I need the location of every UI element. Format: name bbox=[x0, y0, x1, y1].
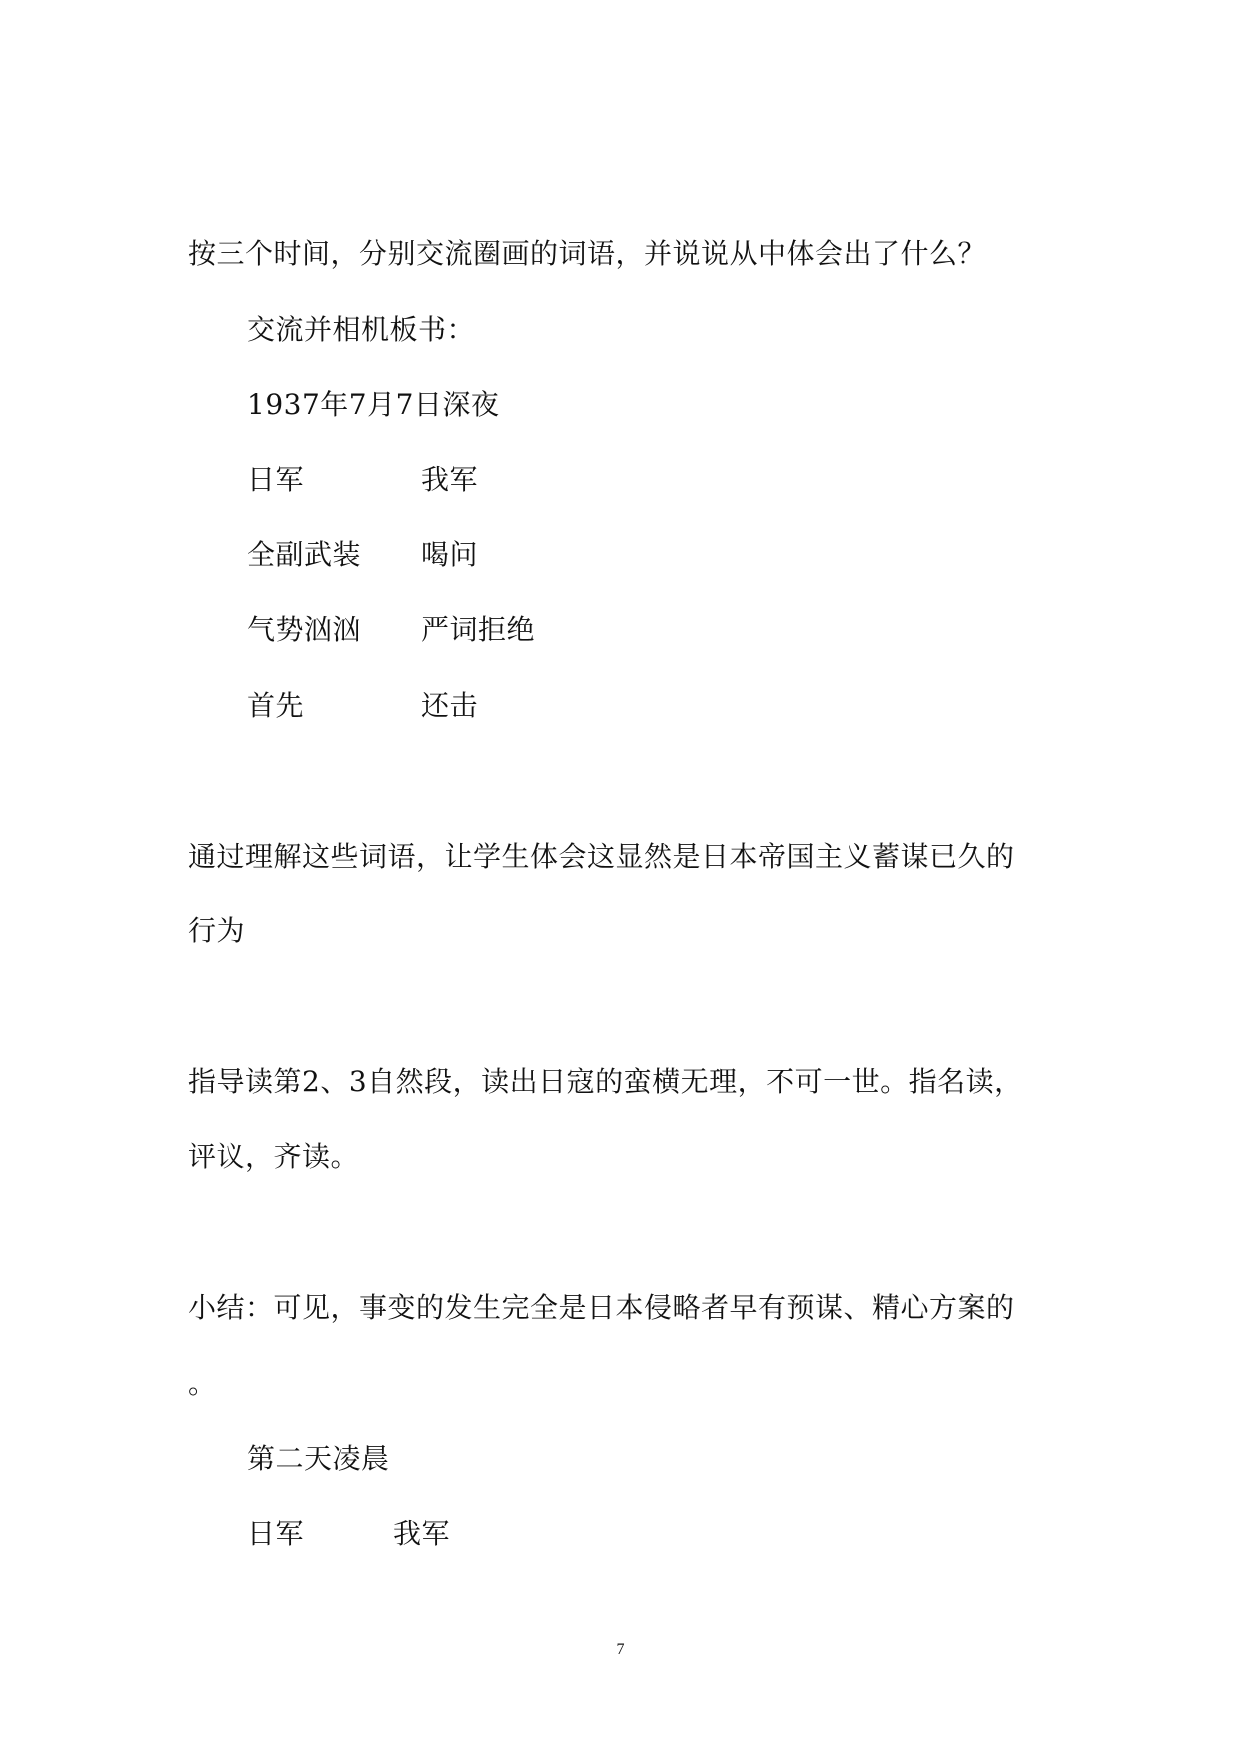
board-left-cell: 气势汹汹 bbox=[247, 613, 362, 646]
paragraph-question: 按三个时间，分别交流圈画的词语，并说说从中体会出了什么？ bbox=[188, 237, 987, 270]
board-right-cell: 我军 bbox=[393, 1517, 451, 1550]
paragraph-reading-guide-line-1: 指导读第2、3自然段，读出日寇的蛮横无理，不可一世。指名读， bbox=[188, 1065, 1023, 1098]
board-left-cell: 全副武装 bbox=[247, 538, 362, 571]
board-left-cell: 日军 bbox=[247, 1517, 305, 1550]
board-left-cell: 日军 bbox=[247, 463, 305, 496]
time-heading-dawn: 第二天凌晨 bbox=[247, 1442, 390, 1475]
paragraph-summary-line-1: 小结：可见，事变的发生完全是日本侵略者早有预谋、精心方案的 bbox=[188, 1291, 1015, 1324]
paragraph-understanding-line-1: 通过理解这些词语，让学生体会这显然是日本帝国主义蓄谋已久的 bbox=[188, 840, 1015, 873]
board-right-cell: 我军 bbox=[421, 463, 479, 496]
paragraph-board-intro: 交流并相机板书： bbox=[247, 313, 476, 346]
paragraph-understanding-line-2: 行为 bbox=[188, 914, 246, 947]
board-right-cell: 严词拒绝 bbox=[421, 613, 536, 646]
board-left-cell: 首先 bbox=[247, 689, 305, 722]
board-right-cell: 喝问 bbox=[421, 538, 479, 571]
page-number: 7 bbox=[616, 1641, 625, 1658]
paragraph-summary-line-2: 。 bbox=[188, 1367, 217, 1400]
board-right-cell: 还击 bbox=[421, 689, 479, 722]
time-heading-night: 1937年7月7日深夜 bbox=[247, 388, 500, 421]
paragraph-reading-guide-line-2: 评议，齐读。 bbox=[188, 1140, 360, 1173]
